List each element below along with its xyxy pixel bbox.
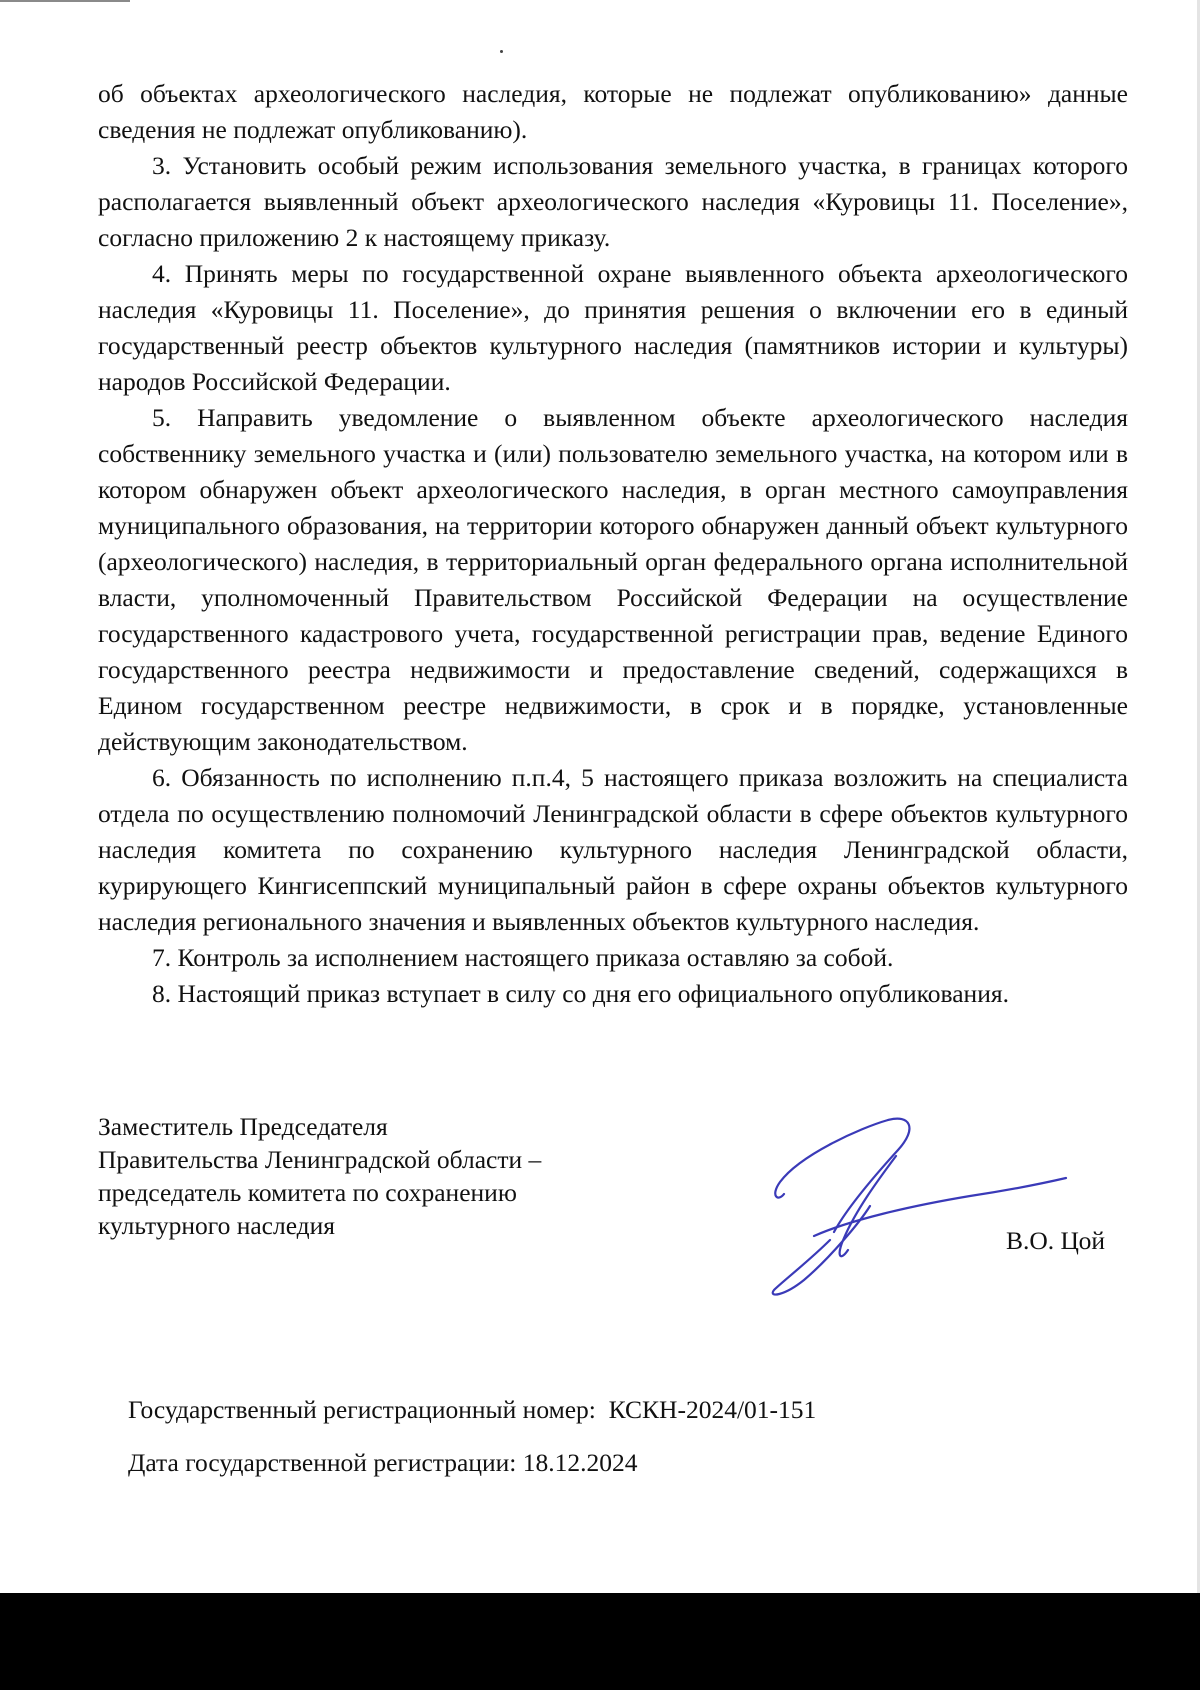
registration-date-label: Дата государственной регистрации: — [128, 1448, 517, 1477]
position-line: председатель комитета по сохранению — [98, 1178, 517, 1207]
position-line: Правительства Ленинградской области – — [98, 1145, 542, 1174]
registration-date-line — [128, 1446, 1028, 1479]
paragraph-item-8: 8. Настоящий приказ вступает в силу со дня его официального опубликования. — [152, 979, 1009, 1008]
scan-bottom-border — [0, 1593, 1200, 1690]
paragraph-item-5: 5. Направить уведомление о выявленном объекте археологического наследия собственнику земельного участка и (или) пользователю земельного участка, на котором или в котором обнаружен объект археологического наследия, в орган местного самоуправления муниципального образования, на территории которого обнаружен данный объект культурного (археологического) наследия, в территориальный орган федерального органа исполнительной власти, уполномоченный Правительством Российской Федерации на осуществление государственного кадастрового учета, государственной регистрации прав, ведение Единого государственного реестра недвижимости и предоставление сведений, содержащихся в Едином государственном реестре недвижимости, в срок и в порядке, установленные действующим законодательством. — [98, 403, 1128, 756]
registration-number-label: Государственный регистрационный номер: — [128, 1395, 596, 1424]
registration-number-line — [128, 1393, 1028, 1426]
paragraph-item-4: 4. Принять меры по государственной охране выявленного объекта археологического наследия «Куровицы 11. Поселение», до принятия решения о включении его в единый государственный реестр объектов культурного наследия (памятников истории и культуры) народов Российской Федерации. — [98, 259, 1128, 396]
paragraph-continuation: об объектах археологического наследия, которые не подлежат опубликованию» данные сведения не подлежат опубликованию). — [98, 79, 1128, 144]
paragraph-item-6: 6. Обязанность по исполнению п.п.4, 5 настоящего приказа возложить на специалиста отдела по осуществлению полномочий Ленинградской области в сфере объектов культурного наследия комитета по сохранению культурного наследия Ленинградской области, курирующего Кингисеппский муниципальный район в сфере охраны объектов культурного наследия регионального значения и выявленных объектов культурного наследия. — [98, 763, 1128, 936]
scan-edge-mark — [0, 0, 130, 2]
position-line: Заместитель Председателя — [98, 1112, 388, 1141]
paragraph-item-7: 7. Контроль за исполнением настоящего приказа оставляю за собой. — [152, 943, 894, 972]
handwritten-signature — [770, 1110, 1070, 1300]
signatory-position — [98, 1110, 658, 1242]
paragraph-item-3: 3. Установить особый режим использования земельного участка, в границах которого располагается выявленный объект археологического наследия «Куровицы 11. Поселение», согласно приложению 2 к настоящему приказу. — [98, 151, 1128, 252]
registration-info — [128, 1393, 1028, 1499]
position-line: культурного наследия — [98, 1211, 336, 1240]
registration-date-value: 18.12.2024 — [522, 1448, 638, 1477]
order-body — [98, 76, 1128, 1012]
scan-dot — [500, 50, 503, 53]
signer-name: В.О. Цой — [1006, 1226, 1106, 1255]
registration-number-value: КСКН-2024/01-151 — [608, 1395, 817, 1424]
